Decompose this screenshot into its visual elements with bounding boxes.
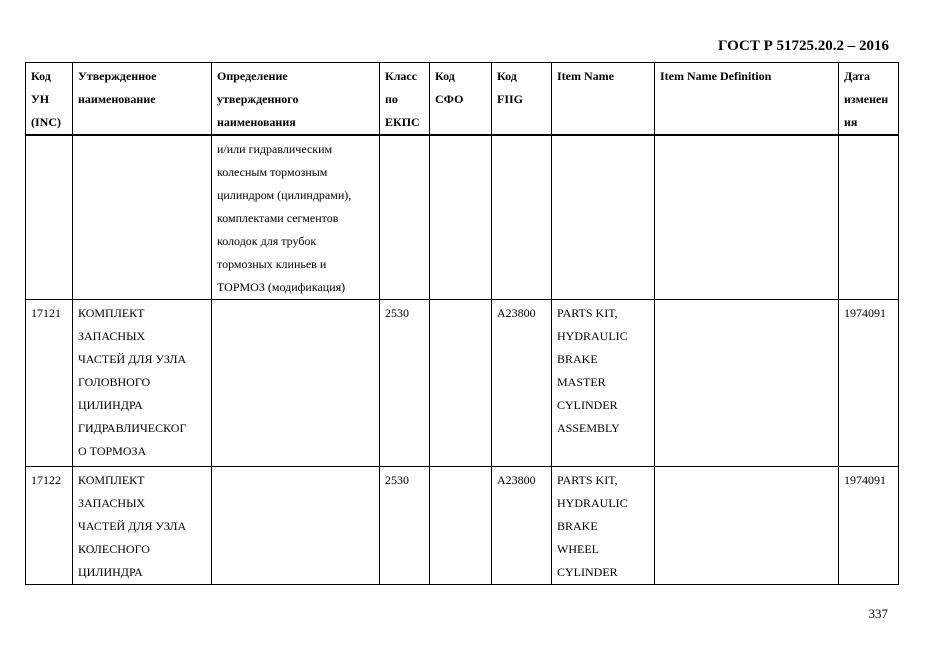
- cell-class: 2530: [380, 467, 430, 585]
- cell-sfo: [430, 135, 492, 300]
- cell-change-date: [839, 135, 899, 300]
- cell-item-name-definition: [655, 135, 839, 300]
- cell-definition: и/или гидравлическим колесным тормозным цилиндром (цилиндрами), комплектами сегментов колодок для трубок тормозных клиньев и ТОРМОЗ (модификация): [212, 135, 380, 300]
- cell-item-name: [552, 135, 655, 300]
- column-header-definition: Определение утвержденного наименования: [212, 63, 380, 136]
- cell-change-date: 1974091: [839, 300, 899, 467]
- cell-class: [380, 135, 430, 300]
- cell-definition: [212, 467, 380, 585]
- table-row: [26, 135, 899, 300]
- cell-sfo: [430, 300, 492, 467]
- document-header-code: ГОСТ Р 51725.20.2 – 2016: [717, 38, 889, 54]
- column-header-ekps-class: Класс по ЕКПС: [380, 63, 430, 136]
- cell-item-name: PARTS KIT, HYDRAULIC BRAKE MASTER CYLINDER ASSEMBLY: [552, 300, 655, 467]
- column-header-approved-name: Утвержденное наименование: [73, 63, 212, 136]
- table-row: [26, 300, 899, 467]
- cell-inc: 17121: [26, 300, 73, 467]
- column-header-fiig-code: Код FIIG: [492, 63, 552, 136]
- column-header-change-date: Дата изменен ия: [839, 63, 899, 136]
- column-header-sfo-code: Код СФО: [430, 63, 492, 136]
- column-header-item-name: Item Name: [552, 63, 655, 136]
- cell-class: 2530: [380, 300, 430, 467]
- cell-fiig: [492, 135, 552, 300]
- column-header-inc-code: Код УН (INC): [26, 63, 73, 136]
- page-number: 337: [868, 606, 888, 621]
- cell-inc: [26, 135, 73, 300]
- cell-approved-name: КОМПЛЕКТ ЗАПАСНЫХ ЧАСТЕЙ ДЛЯ УЗЛА КОЛЕСНОГО ЦИЛИНДРА: [73, 467, 212, 585]
- cell-fiig: A23800: [492, 467, 552, 585]
- cell-approved-name: КОМПЛЕКТ ЗАПАСНЫХ ЧАСТЕЙ ДЛЯ УЗЛА ГОЛОВНОГО ЦИЛИНДРА ГИДРАВЛИЧЕСКОГ О ТОРМОЗА: [73, 300, 212, 467]
- table-header-row: [26, 63, 899, 136]
- cell-approved-name: [73, 135, 212, 300]
- cell-definition: [212, 300, 380, 467]
- cell-inc: 17122: [26, 467, 73, 585]
- cell-change-date: 1974091: [839, 467, 899, 585]
- cell-item-name-definition: [655, 467, 839, 585]
- catalog-table: [25, 62, 899, 585]
- table-row: [26, 467, 899, 585]
- cell-item-name-definition: [655, 300, 839, 467]
- cell-fiig: A23800: [492, 300, 552, 467]
- column-header-item-name-definition: Item Name Definition: [655, 63, 839, 136]
- cell-sfo: [430, 467, 492, 585]
- cell-item-name: PARTS KIT, HYDRAULIC BRAKE WHEEL CYLINDER: [552, 467, 655, 585]
